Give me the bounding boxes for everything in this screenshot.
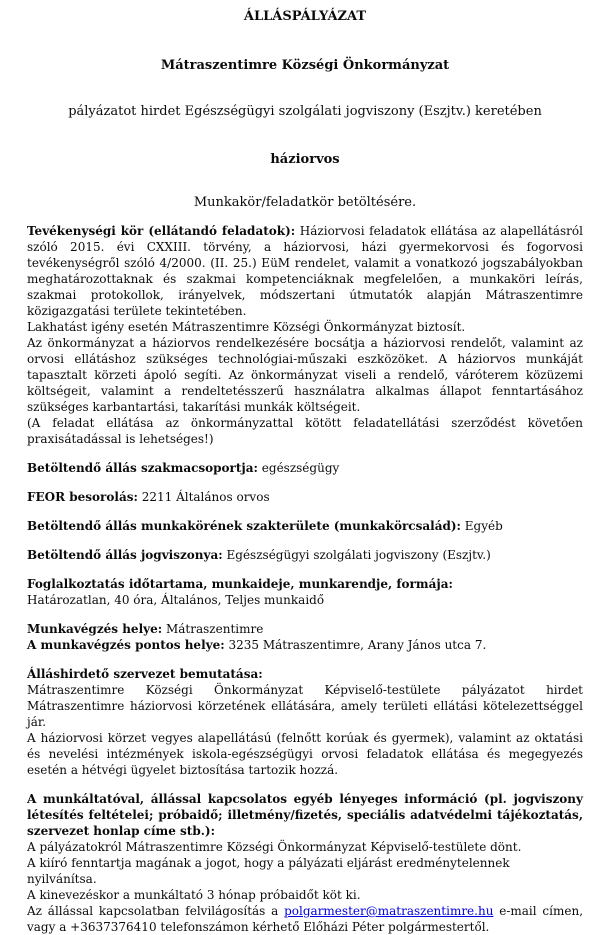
document-body: [27, 223, 583, 935]
field-line: [27, 518, 583, 534]
other-info-label: [27, 791, 583, 839]
duties-housing: Lakhatást igény esetén Mátraszentimre Községi Önkormányzat biztosít.: [27, 320, 466, 334]
profession-group-line: [27, 460, 583, 476]
workplace-line: [27, 621, 583, 637]
workplace-exact-label: A munkavégzés pontos helye:: [27, 638, 225, 652]
field-value: Egyéb: [460, 519, 503, 533]
employment-label: Foglalkoztatás időtartama, munkaideje, munkarendje, formája:: [27, 577, 453, 591]
document-header: [27, 9, 583, 211]
field-label: Betöltendő állás munkakörének szakterülete (munkakörcsalád):: [27, 519, 461, 533]
contact-text-prefix: Az állással kapcsolatban felvilágosítás a: [27, 904, 285, 918]
org-intro-label: Álláshirdető szervezet bemutatása:: [27, 667, 263, 681]
legal-relation-line: [27, 547, 583, 563]
organization-name: Mátraszentimre Községi Önkormányzat: [160, 58, 450, 73]
other-info-label-text: A munkáltatóval, állással kapcsolatos egyéb lényeges információ (pl. jogviszony létesítés feltételei; próbaidő; illetmény/fizetés, speciális adatvédelmi tájékoztatás, szervezet honlap címe stb.):: [27, 792, 583, 838]
profession-group-label: Betöltendő állás szakmacsoportja:: [27, 461, 258, 475]
employment-value: Határozatlan, 40 óra, Általános, Teljes munkaidő: [27, 593, 325, 607]
legal-relation-label: Betöltendő állás jogviszonya:: [27, 548, 223, 562]
position-subtitle: Munkakör/feladatkör betöltésére.: [193, 195, 417, 210]
legal-relation-value: Egészségügyi szolgálati jogviszony (Eszjtv.): [222, 548, 491, 562]
feor-line: [27, 489, 583, 505]
workplace-exact-line: [27, 637, 583, 653]
org-intro-paragraph-1: Mátraszentimre Községi Önkormányzat Képviselő-testülete pályázatot hirdet Mátraszentimre háziorvosi körzetének ellátására, amely területi ellátási kötelezettséggel jár.: [27, 683, 583, 729]
duties-equipment: Az önkormányzat a háziorvos rendelkezésére bocsátja a háziorvosi rendelőt, valamint az orvosi ellátáshoz szükséges technológiai-műszaki eszközöket. A háziorvos munkáját tapasztalt körzeti ápoló segíti. Az önkormányzat viseli a rendelő, váróterem közüzemi költségeit, valamint a rendeltetésszerű használatra alkalmas állapot fenntartásához szükséges karbantartási, takarítási munkák költségeit.: [27, 336, 583, 414]
profession-group-value: egészségügy: [257, 461, 340, 475]
workplace-exact-value: 3235 Mátraszentimre, Arany János utca 7.: [224, 638, 487, 652]
position-title: háziorvos: [270, 152, 340, 167]
other-info-line-1: A pályázatokról Mátraszentimre Községi Önkormányzat Képviselő-testülete dönt.: [27, 840, 522, 854]
workplace-value: Mátraszentimre: [162, 622, 264, 636]
contact-line: [27, 903, 583, 935]
workplace-label: Munkavégzés helye:: [27, 622, 163, 636]
feor-value: 2211 Általános orvos: [137, 490, 270, 504]
org-intro-label-line: [27, 666, 583, 682]
duties-note: (A feladat ellátása az önkormányzattal kötött feladatellátási szerződést követően praxisátadással is lehetséges!): [27, 416, 583, 446]
contact-text-suffix: e-mail címen, vagy a +3637376410 telefonszámon kérhető Előházi Péter polgármestertől.: [27, 904, 584, 934]
other-info-line-2: A kiíró fenntartja magának a jogot, hogy a pályázati eljárást eredménytelennek nyilvánítsa.: [27, 856, 510, 886]
feor-label: FEOR besorolás:: [27, 490, 138, 504]
page-title: ÁLLÁSPÁLYÁZAT: [243, 9, 367, 24]
duties-label: Tevékenységi kör (ellátandó feladatok):: [27, 224, 296, 238]
employment-label-line: [27, 576, 583, 592]
email-link[interactable]: polgarmester@matraszentimre.hu: [284, 904, 494, 918]
duties-text: Háziorvosi feladatok ellátása az alapellátásról szóló 2015. évi CXXIII. törvény, a háziorvosi, házi gyermekorvosi és fogorvosi tevékenységről szóló 4/2000. (II. 25.) EüM rendelet, valamit a vonatkozó jogszabályokban meghatározottaknak és szakmai kompetenciáknak megfelelően, a munkaköri leírás, szakmai protokollok, irányelvek, módszertani útmutatók alapján Mátraszentimre közigazgatási területe tekintetében.: [27, 224, 583, 318]
org-intro-paragraph-2: A háziorvosi körzet vegyes alapellátású (felnőtt korúak és gyermek), valamint az oktatási és nevelési intézmények iskola-egészségügyi orvosi feladatok ellátása és megegyezés esetén a hétvégi ügyelet biztosítása tartozik hozzá.: [27, 731, 583, 777]
other-info-line-3: A kinevezéskor a munkáltató 3 hónap próbaidőt köt ki.: [27, 888, 361, 902]
announcement-line: pályázatot hirdet Egészségügyi szolgálati jogviszony (Eszjtv.) keretében: [68, 104, 542, 119]
duties-paragraph: [27, 223, 583, 319]
